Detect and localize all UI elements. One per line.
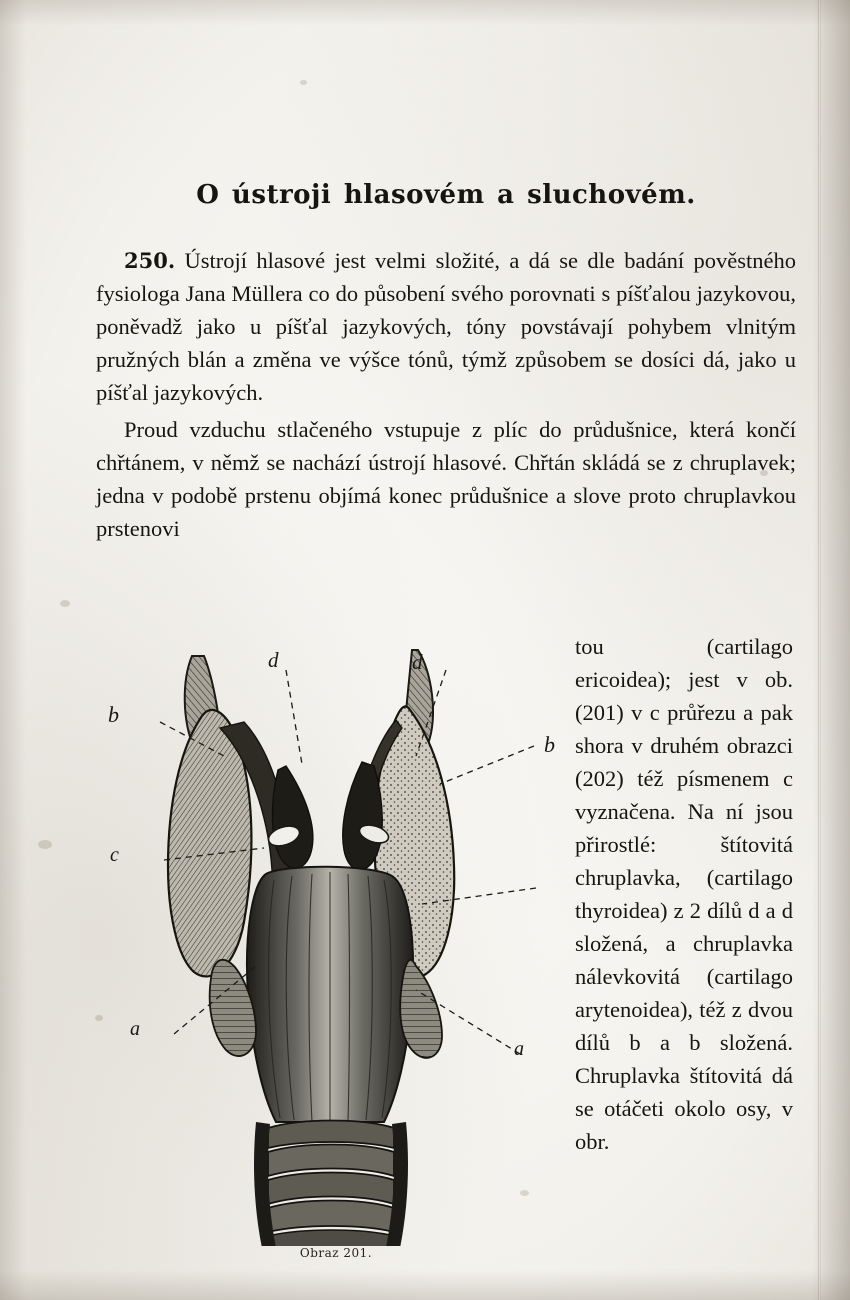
paper-speck	[60, 600, 70, 607]
page-edge-shadow-left	[0, 0, 26, 1300]
page-content	[96, 180, 796, 545]
figure-label-b-left: b	[108, 702, 119, 727]
figure-label-b-right: b	[544, 732, 555, 757]
anatomical-illustration	[108, 636, 566, 1260]
figure-label-c-left: c	[110, 844, 119, 866]
figure-caption: Obraz 201.	[299, 1246, 373, 1260]
figure-label-a-right: a	[514, 1038, 524, 1060]
paragraph-1-text: Ústrojí hlasové jest velmi složité, a dá se dle badání pověstného fysiologa Jana Müllera co do působení svého porovnati s píšťalou jazykovou, poněvadž jako u píšťal jazykových, tóny povstávají pohybem vlnitým pružných blán a změna ve výšce tónů, týmž způsobem se dosíci dá, jako u píšťal jazykových.	[96, 248, 797, 405]
paper-speck	[38, 840, 52, 849]
figure-label-a-left: a	[130, 1018, 140, 1040]
page-title: O ústroji hlasovém a sluchovém.	[196, 180, 696, 210]
page-edge-shadow-bottom	[0, 1270, 850, 1300]
page-crease	[818, 0, 821, 1300]
paper-speck	[95, 1015, 103, 1021]
paragraph-2-lead	[96, 413, 796, 545]
figure-label-d-right: d	[412, 650, 423, 674]
paragraph-2-wrap-column: tou (cartilago ericoidea); jest v ob. (201) v c průřezu a pak shora v druhém obrazci (202) též písmenem c vyznačena. Na ní jsou přirostlé: štítovitá chruplavka, (cartilago thyroidea) z 2 dílů d a d složená, a chruplavka nálevkovitá (cartilago arytenoidea), též z dvou dílů b a b složená. Chruplavka štítovitá dá se otáčeti okolo osy, v obr.	[575, 634, 793, 1154]
figure-label-d-left: d	[268, 648, 279, 672]
paragraph-1	[96, 244, 796, 409]
paper-speck	[300, 80, 307, 85]
page-edge-shadow-top	[0, 0, 850, 26]
larynx-engraving	[116, 636, 576, 1246]
paragraph-number: 250.	[124, 248, 176, 273]
paragraph-2-text: Proud vzduchu stlačeného vstupuje z plíc do průdušnice, která končí chřtánem, v němž se nachází ústrojí hlasové. Chřtán skládá se z chruplavek; jedna v podobě prstenu objímá konec průdušnice a slove proto chruplavkou prstenovi	[96, 417, 796, 541]
figure-container	[108, 636, 576, 1260]
